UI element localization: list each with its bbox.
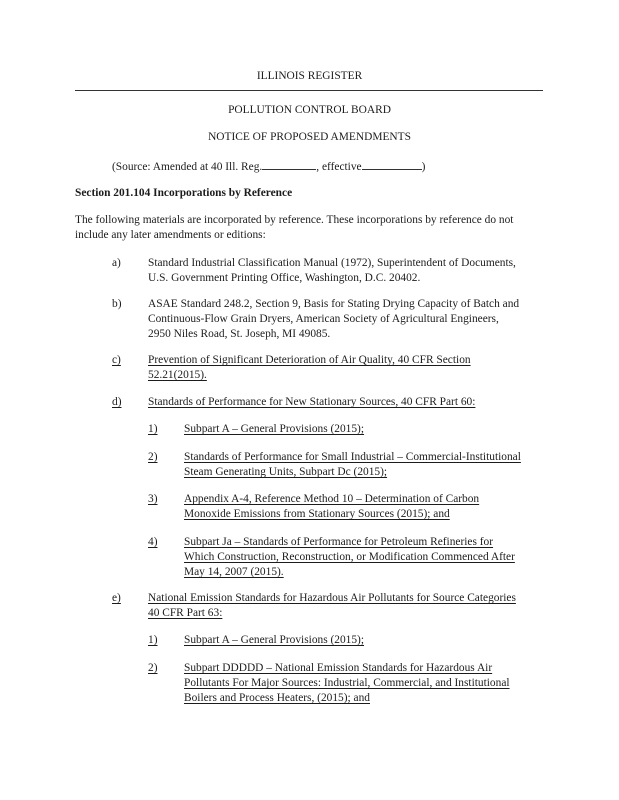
item-e2-line-2: Pollutants For Major Sources: Industrial, Commercial, and Institutional <box>184 677 510 689</box>
item-c-label: c) <box>112 354 121 366</box>
item-c-line-2: 52.21(2015). <box>148 369 207 381</box>
source-prefix: (Source: Amended at 40 Ill. Reg. <box>112 161 263 173</box>
item-d3-label: 3) <box>148 493 158 505</box>
item-e2-line-1: Subpart DDDDD – National Emission Standards for Hazardous Air <box>184 662 493 674</box>
item-d3-line-2: Monoxide Emissions from Stationary Sources (2015); and <box>184 508 450 520</box>
reg-blank <box>262 158 316 170</box>
item-d-line-1: Standards of Performance for New Stationary Sources, 40 CFR Part 60: <box>148 396 476 408</box>
item-d4-line-2: Which Construction, Reconstruction, or Modification Commenced After <box>184 551 515 563</box>
item-e-line-1: National Emission Standards for Hazardous Air Pollutants for Source Categories <box>148 592 516 604</box>
source-middle: , effective <box>316 161 362 173</box>
item-d3-line-1: Appendix A-4, Reference Method 10 – Determination of Carbon <box>184 493 480 505</box>
item-b-label: b) <box>112 298 122 310</box>
item-d2-label: 2) <box>148 451 158 463</box>
item-e2-label: 2) <box>148 662 158 674</box>
item-d-label: d) <box>112 396 122 408</box>
board-title: POLLUTION CONTROL BOARD <box>228 104 391 116</box>
item-e1-label: 1) <box>148 634 158 646</box>
intro-line-1: The following materials are incorporated by reference. These incorporations by reference do not <box>75 214 514 226</box>
item-a-line-1: Standard Industrial Classification Manual (1972), Superintendent of Documents, <box>148 257 516 269</box>
item-a-line-2: U.S. Government Printing Office, Washington, D.C. 20402. <box>148 272 421 284</box>
register-title: ILLINOIS REGISTER <box>256 70 363 82</box>
item-d1-label: 1) <box>148 423 158 435</box>
item-e-label: e) <box>112 592 121 604</box>
item-d4-line-1: Subpart Ja – Standards of Performance for Petroleum Refineries for <box>184 536 494 548</box>
item-b-line-3: 2950 Niles Road, St. Joseph, MI 49085. <box>148 328 331 340</box>
effective-blank <box>362 158 422 170</box>
item-a-label: a) <box>112 257 121 269</box>
intro-line-2: include any later amendments or editions: <box>75 229 266 241</box>
source-line <box>112 158 425 175</box>
item-b-line-2: Continuous-Flow Grain Dryers, American Society of Agricultural Engineers, <box>148 313 499 325</box>
item-b-line-1: ASAE Standard 248.2, Section 9, Basis for Stating Drying Capacity of Batch and <box>148 298 520 310</box>
source-suffix: ) <box>421 161 426 173</box>
item-e2-line-3: Boilers and Process Heaters, (2015); and <box>184 692 370 704</box>
item-e-line-2: 40 CFR Part 63: <box>148 607 223 619</box>
item-d4-line-3: May 14, 2007 (2015). <box>184 566 284 578</box>
item-d4-label: 4) <box>148 536 158 548</box>
item-d1-line-1: Subpart A – General Provisions (2015); <box>184 423 365 435</box>
section-heading: Section 201.104 Incorporations by Reference <box>75 187 293 199</box>
item-d2-line-1: Standards of Performance for Small Industrial – Commercial-Institutional <box>184 451 521 463</box>
item-e1-line-1: Subpart A – General Provisions (2015); <box>184 634 365 646</box>
item-c-line-1: Prevention of Significant Deterioration of Air Quality, 40 CFR Section <box>148 354 471 366</box>
item-d2-line-2: Steam Generating Units, Subpart Dc (2015); <box>184 466 388 478</box>
notice-title: NOTICE OF PROPOSED AMENDMENTS <box>208 131 411 143</box>
header-rule <box>75 90 543 91</box>
